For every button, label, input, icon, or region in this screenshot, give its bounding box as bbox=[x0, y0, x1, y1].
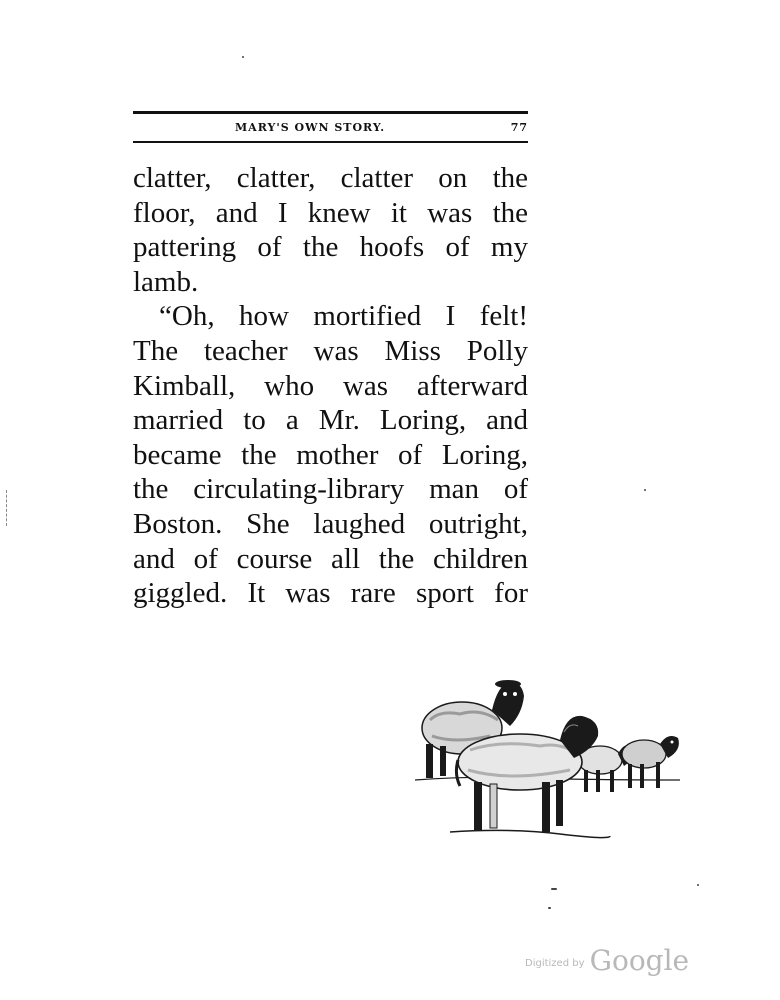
page-number: 77 bbox=[510, 121, 528, 134]
header-rule-bottom bbox=[133, 141, 528, 143]
page-speck bbox=[697, 884, 699, 886]
text-line: pattering of the hoofs of my bbox=[133, 231, 528, 264]
header-rule-top bbox=[133, 111, 528, 114]
text-line: clatter, clatter, clatter on the bbox=[133, 162, 528, 194]
sheep-illustration bbox=[410, 670, 690, 850]
watermark-prefix: Digitized by bbox=[525, 958, 585, 969]
page-speck bbox=[548, 907, 551, 909]
page-speck bbox=[242, 56, 244, 58]
text-line: giggled. It was rare sport for bbox=[133, 577, 528, 610]
body-text bbox=[133, 161, 528, 611]
text-line: The teacher was Miss Polly bbox=[133, 334, 528, 367]
text-line: became the mother of Loring, bbox=[133, 438, 528, 471]
scan-edge-marks bbox=[6, 490, 9, 526]
text-line: Boston. She laughed outright, bbox=[133, 507, 528, 540]
text-line: “Oh, how mortified I felt! bbox=[159, 300, 528, 333]
page-speck bbox=[551, 888, 557, 890]
text-line: floor, and I knew it was the bbox=[133, 196, 528, 229]
text-line: the circulating-library man of bbox=[133, 473, 528, 506]
running-head bbox=[133, 118, 528, 138]
text-line: lamb. bbox=[133, 265, 199, 298]
running-title: MARY'S OWN STORY. bbox=[235, 121, 386, 134]
digitized-watermark bbox=[525, 944, 689, 977]
text-line: married to a Mr. Loring, and bbox=[133, 404, 528, 437]
text-line: Kimball, who was afterward bbox=[133, 369, 528, 402]
page-speck bbox=[644, 489, 646, 491]
watermark-brand: Google bbox=[589, 944, 690, 977]
text-line: and of course all the children bbox=[133, 542, 528, 575]
